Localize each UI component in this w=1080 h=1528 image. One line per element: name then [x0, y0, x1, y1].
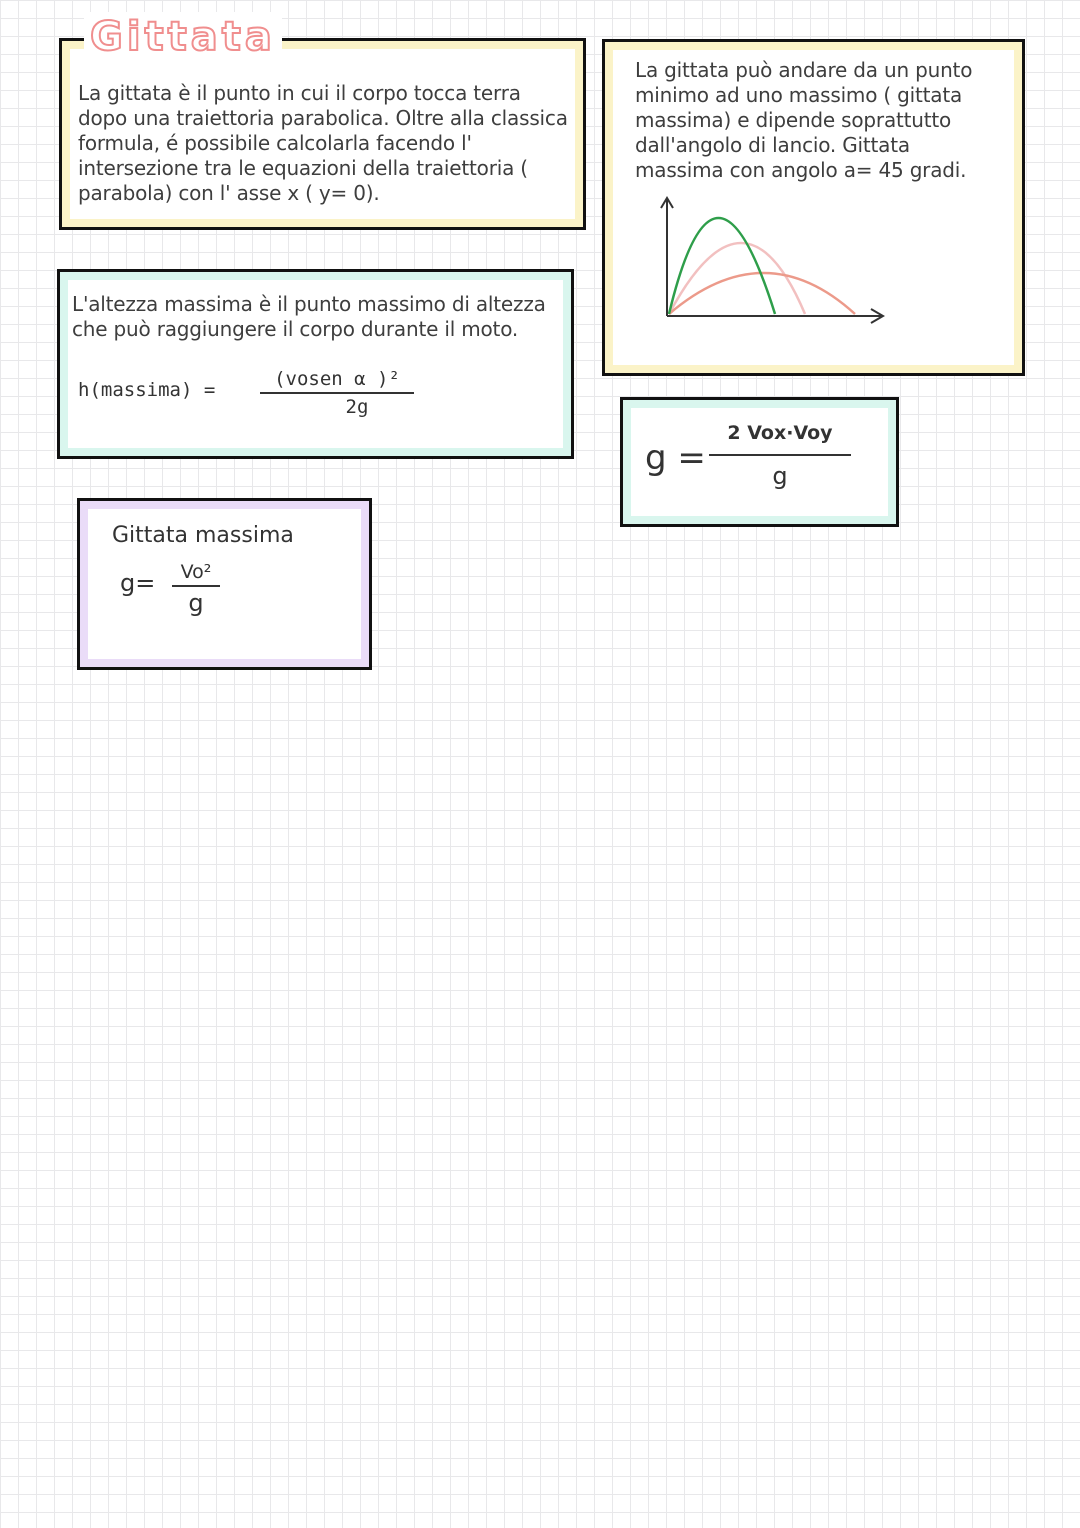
- max-height-fraction: [260, 368, 414, 418]
- max-range-box: [77, 498, 372, 670]
- range-text: La gittata può andare da un punto minimo ad uno massimo ( gittata massima) e dipende soprattutto dall'angolo di lancio. Gittata massima con angolo a= 45 gradi.: [635, 58, 973, 182]
- page-title: Gittata: [84, 12, 282, 62]
- max-height-numerator: (vosen α )²: [260, 368, 414, 394]
- max-range-lhs: g=: [120, 569, 156, 597]
- max-range-fraction: [172, 561, 220, 617]
- definition-box: [59, 38, 586, 230]
- range-formula-fraction: [709, 422, 851, 490]
- max-range-label: Gittata massima: [112, 523, 294, 548]
- trajectory-green: [669, 218, 775, 314]
- trajectory-pink: [669, 243, 805, 314]
- range-formula-denominator: g: [772, 462, 788, 490]
- range-formula-box: [620, 397, 899, 527]
- range-box: [602, 39, 1025, 376]
- max-height-text: L'altezza massima è il punto massimo di altezza che può raggiungere il corpo durante il moto.: [72, 292, 546, 341]
- max-height-denominator: 2g: [345, 396, 369, 418]
- range-formula-numerator: 2 Vox·Voy: [709, 422, 851, 456]
- trajectory-diagram: [655, 192, 915, 332]
- max-range-numerator: Vo²: [172, 561, 220, 587]
- range-formula-lhs: g =: [645, 438, 706, 478]
- definition-text: La gittata è il punto in cui il corpo tocca terra dopo una traiettoria parabolica. Oltre alla classica formula, é possibile calcolarla facendo l' intersezione tra le equazioni della traiettoria ( parabola) con l' asse x ( y= 0).: [78, 81, 568, 205]
- max-height-lhs: h(massima) =: [78, 379, 216, 401]
- max-range-denominator: g: [188, 589, 204, 617]
- max-height-box: [57, 269, 574, 459]
